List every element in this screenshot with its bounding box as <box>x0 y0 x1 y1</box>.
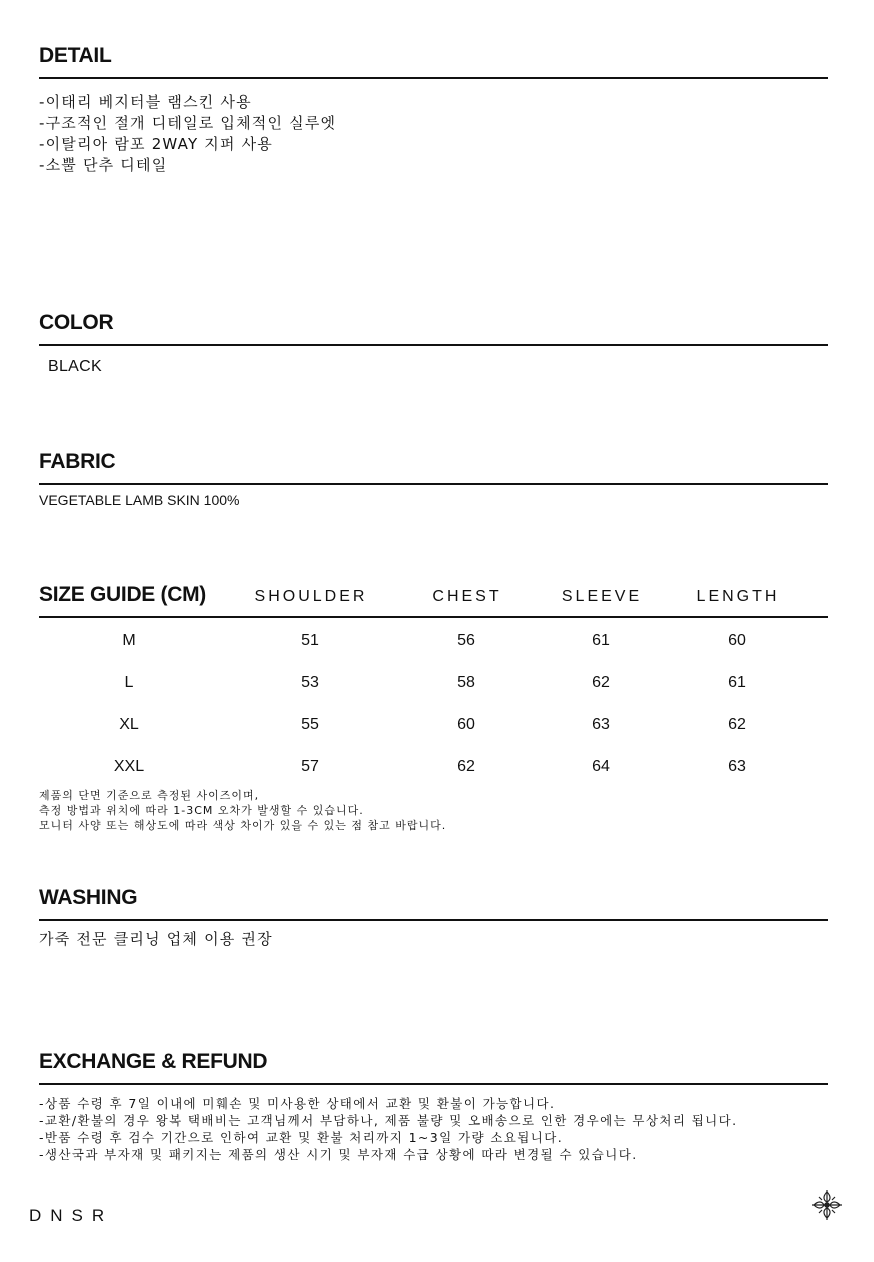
size-cell: 63 <box>728 758 746 775</box>
detail-line: -구조적인 절개 디테일로 입체적인 실루엣 <box>39 114 337 132</box>
size-note-line: 모니터 사양 또는 해상도에 따라 색상 차이가 있을 수 있는 점 참고 바랍니다. <box>39 819 447 832</box>
size-cell: 51 <box>301 632 319 649</box>
size-cell: 57 <box>301 758 319 775</box>
size-cell: 53 <box>301 674 319 691</box>
brand-logo: DNSR <box>29 1206 114 1225</box>
color-value: BLACK <box>48 358 102 375</box>
col-shoulder: SHOULDER <box>254 588 368 605</box>
exchange-line: -반품 수령 후 검수 기간으로 인하여 교환 및 환불 처리까지 1~3일 가량 소요됩니다. <box>39 1130 564 1145</box>
size-label: XL <box>119 716 139 733</box>
color-divider <box>39 344 828 346</box>
cross-ornament-icon <box>810 1188 844 1222</box>
size-cell: 58 <box>457 674 475 691</box>
detail-list <box>39 92 336 176</box>
size-cell: 62 <box>592 674 610 691</box>
size-cell: 56 <box>457 632 475 649</box>
detail-heading: DETAIL <box>39 44 112 67</box>
detail-line: -이탈리아 람포 2WAY 지퍼 사용 <box>39 135 273 153</box>
size-cell: 61 <box>592 632 610 649</box>
size-cell: 55 <box>301 716 319 733</box>
size-cell: 62 <box>457 758 475 775</box>
size-cell: 64 <box>592 758 610 775</box>
size-cell: 63 <box>592 716 610 733</box>
detail-line: -소뿔 단추 디테일 <box>39 156 168 174</box>
size-label: XXL <box>113 758 145 775</box>
col-length: LENGTH <box>696 588 780 605</box>
size-guide-heading: SIZE GUIDE (CM) <box>39 583 206 606</box>
washing-value: 가죽 전문 클리닝 업체 이용 권장 <box>39 930 273 948</box>
size-note-line: 제품의 단면 기준으로 측정된 사이즈이며, <box>39 789 260 802</box>
exchange-line: -상품 수령 후 7일 이내에 미훼손 및 미사용한 상태에서 교환 및 환불이 가능합니다. <box>39 1096 556 1111</box>
size-note-line: 측정 방법과 위치에 따라 1-3CM 오차가 발생할 수 있습니다. <box>39 804 364 817</box>
washing-heading: WASHING <box>39 886 138 909</box>
size-cell: 61 <box>728 674 746 691</box>
size-cell: 60 <box>457 716 475 733</box>
size-label: M <box>122 632 136 649</box>
col-sleeve: SLEEVE <box>561 588 643 605</box>
fabric-divider <box>39 483 828 485</box>
size-cell: 60 <box>728 632 746 649</box>
size-notes <box>39 788 446 833</box>
washing-divider <box>39 919 828 921</box>
exchange-divider <box>39 1083 828 1085</box>
color-heading: COLOR <box>39 311 114 334</box>
fabric-heading: FABRIC <box>39 450 116 473</box>
fabric-value: VEGETABLE LAMB SKIN 100% <box>39 492 240 508</box>
size-cell: 62 <box>728 716 746 733</box>
detail-divider <box>39 77 828 79</box>
exchange-line: -교환/환불의 경우 왕복 택배비는 고객님께서 부담하나, 제품 불량 및 오배송으로 인한 경우에는 무상처리 됩니다. <box>39 1113 738 1128</box>
col-chest: CHEST <box>432 588 502 605</box>
exchange-list <box>39 1095 738 1163</box>
size-guide-divider <box>39 616 828 618</box>
exchange-line: -생산국과 부자재 및 패키지는 제품의 생산 시기 및 부자재 수급 상황에 따라 변경될 수 있습니다. <box>39 1147 638 1162</box>
detail-line: -이태리 베지터블 램스킨 사용 <box>39 93 252 111</box>
exchange-heading: EXCHANGE & REFUND <box>39 1050 268 1073</box>
size-label: L <box>124 674 134 691</box>
